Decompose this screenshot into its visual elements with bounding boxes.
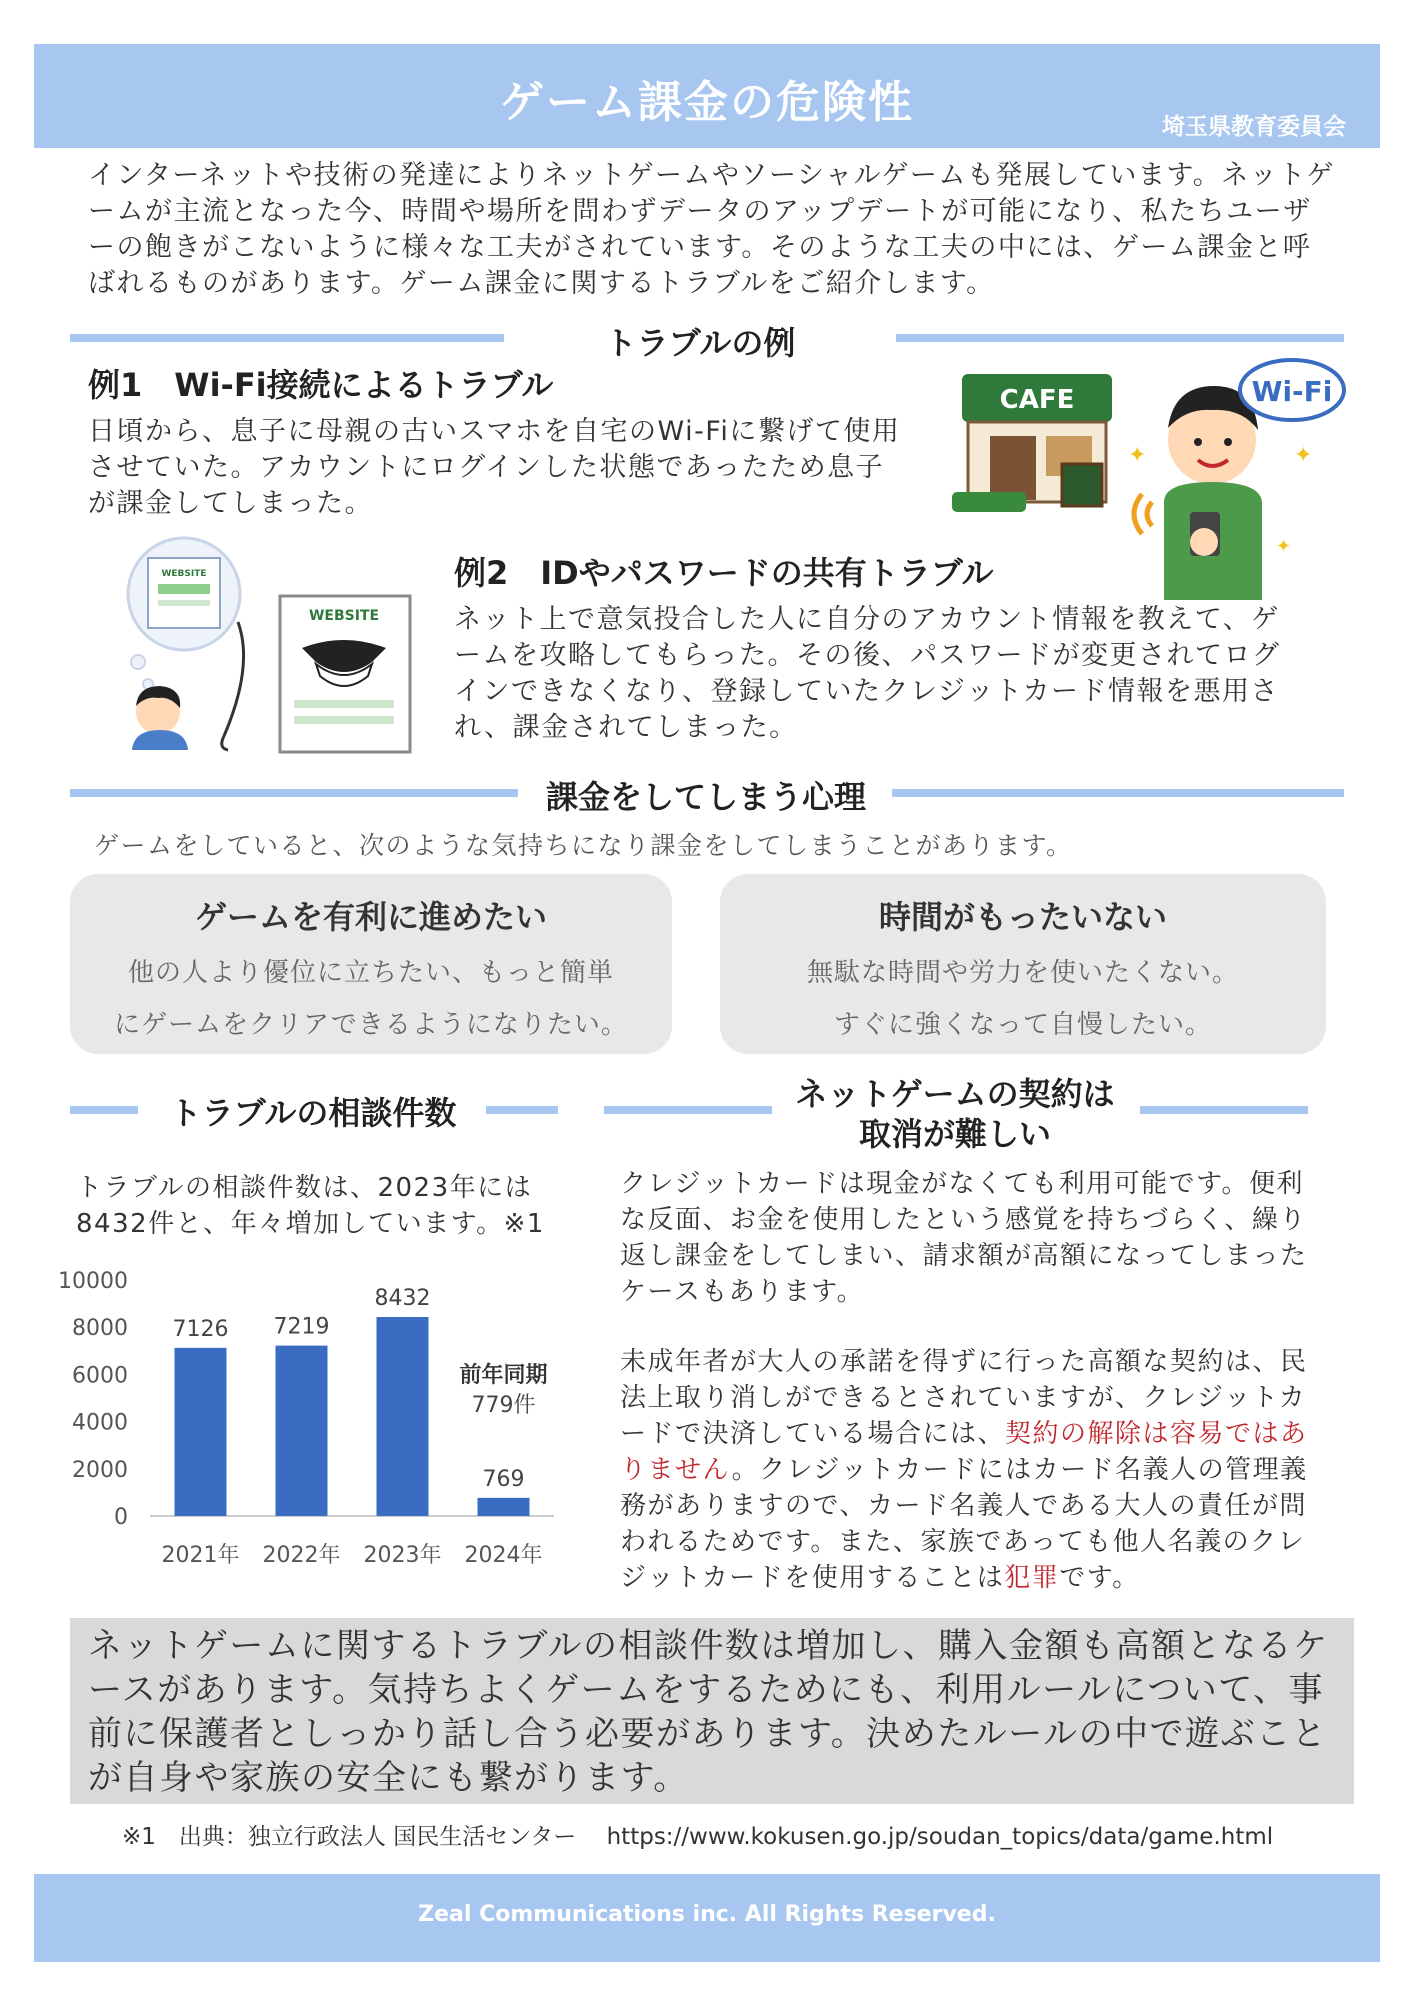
consultation-heading: トラブルの相談件数	[169, 1094, 457, 1132]
contract-heading-line2: 取消が難しい	[858, 1115, 1051, 1153]
summary-box	[70, 1618, 1354, 1804]
y-tick-label: 8000	[72, 1316, 128, 1342]
troubles-heading: トラブルの例	[604, 324, 796, 362]
svg-text:✦: ✦	[1276, 536, 1292, 557]
motive-box-title: ゲームを有利に進めたい	[194, 898, 547, 936]
example1-text: 日頃から、息子に母親の古いスマホを自宅のWi-Fiに繋げて使用させていた。アカウントにログインした状態であったため息子が課金してしまった。	[88, 416, 901, 519]
psychology-intro: ゲームをしていると、次のような気持ちになり課金をしてしまうことがあります。	[94, 831, 1073, 860]
data-label: 7219	[273, 1314, 330, 1340]
contract-heading	[770, 1074, 1140, 1154]
cafe-wifi-illustration	[942, 352, 1354, 604]
page-title: ゲーム課金の危険性	[500, 77, 914, 128]
contract-text: 未成年者が大人の承諾を得ずに行った高額な契約は、民法上取り消しができるとされていますが、クレジットカードで決済している場合には、	[620, 1347, 1308, 1449]
summary-text: ネットゲームに関するトラブルの相談件数は増加し、購入金額も高額となるケースがあります。気持ちよくゲームをするためにも、利用ルールについて、事前に保護者としっかり話し合う必要があります。決めたルールの中で遊ぶことが自身や家族の安全にも繋がります。	[88, 1626, 1329, 1798]
motive-box-line: にゲームをクリアできるようになりたい。	[114, 1010, 628, 1040]
section-divider-right	[892, 789, 1344, 797]
bar	[276, 1346, 328, 1516]
motive-box-title: 時間がもったいない	[878, 898, 1167, 936]
contract-text: です。	[1059, 1563, 1140, 1593]
section-divider-left	[70, 334, 504, 342]
data-label: 7126	[172, 1316, 229, 1342]
section-divider-left	[70, 1106, 138, 1114]
example2-text: ネット上で意気投合した人に自分のアカウント情報を教えて、ゲームを攻略してもらった。その後、パスワードが変更されてログインできなくなり、登録していたクレジットカード情報を悪用され、課金されてしまった。	[454, 604, 1281, 743]
cafe-sign-text: CAFE	[999, 385, 1075, 415]
wifi-label: Wi-Fi	[1251, 375, 1333, 408]
y-tick-label: 4000	[72, 1410, 128, 1436]
header-banner	[34, 44, 1380, 148]
motive-box-advantage	[70, 874, 672, 1054]
consultation-bar-chart	[50, 1254, 590, 1584]
annotation-value: 779件	[471, 1392, 536, 1418]
psychology-heading: 課金をしてしまう心理	[545, 778, 866, 816]
x-tick-label: 2023年	[363, 1543, 442, 1568]
crime-warning: 犯罪	[1004, 1563, 1060, 1593]
section-divider-left	[70, 789, 518, 797]
y-tick-label: 6000	[72, 1363, 128, 1389]
contract-paragraph-1: クレジットカードは現金がなくても利用可能です。便利な反面、お金を使用したという感覚を持ちづらく、繰り返し課金をしてしまい、請求額が高額になってしまったケースもあります。	[620, 1169, 1308, 1307]
website-label: WEBSITE	[308, 608, 380, 624]
y-tick-label: 0	[114, 1505, 128, 1530]
bar	[175, 1348, 227, 1516]
intro-paragraph: インターネットや技術の発達によりネットゲームやソーシャルゲームも発展しています。ネットゲームが主流となった今、時間や場所を問わずデータのアップデートが可能になり、私たちユーザーの飽きがこないように様々な工夫がされています。そのような工夫の中には、ゲーム課金と呼ばれるものがあります。ゲーム課金に関するトラブルをご紹介します。	[88, 160, 1335, 299]
data-label: 769	[482, 1466, 525, 1492]
x-tick-label: 2022年	[262, 1543, 341, 1568]
svg-text:✦: ✦	[1128, 443, 1147, 468]
website-small-label: WEBSITE	[161, 569, 207, 579]
data-label: 8432	[374, 1286, 431, 1312]
contract-text: 。クレジットカードにはカード名義人の管理義務がありますので、カード名義人である大人の責任が問われるためです。また、家族であっても他人名義のクレジットカードを使用することは	[620, 1455, 1308, 1593]
section-divider-right	[486, 1106, 558, 1114]
phishing-illustration	[104, 536, 424, 756]
example1-title: 例1 Wi-Fi接続によるトラブル	[88, 366, 554, 404]
source-citation: ※1 出典：独立行政法人 国民生活センター https://www.kokusen.go.jp/soudan_topics/data/game.html	[122, 1824, 1274, 1850]
motive-box-line: 他の人より優位に立ちたい、もっと簡単	[127, 958, 614, 988]
section-divider-right	[1140, 1106, 1308, 1114]
x-tick-label: 2024年	[464, 1543, 543, 1568]
annotation-title: 前年同期	[459, 1362, 548, 1388]
bar	[377, 1317, 429, 1516]
contract-warning: 契約の解除は容易ではありません	[620, 1419, 1308, 1485]
motive-box-line: すぐに強くなって自慢したい。	[833, 1010, 1212, 1040]
footer-banner	[34, 1874, 1380, 1962]
contract-paragraph-2	[620, 1344, 1330, 1596]
example2-title: 例2 IDやパスワードの共有トラブル	[454, 554, 994, 592]
y-tick-label: 10000	[58, 1269, 128, 1294]
bar	[478, 1498, 530, 1516]
motive-box-time	[720, 874, 1326, 1054]
svg-text:✦: ✦	[1294, 443, 1313, 468]
copyright-text: Zeal Communications inc. All Rights Reserved.	[418, 1902, 996, 1927]
section-divider-right	[896, 334, 1344, 342]
y-tick-label: 2000	[72, 1457, 128, 1483]
section-divider-left	[604, 1106, 772, 1114]
publisher-name: 埼玉県教育委員会	[1162, 114, 1346, 140]
x-tick-label: 2021年	[161, 1543, 240, 1568]
motive-box-line: 無駄な時間や労力を使いたくない。	[806, 958, 1239, 988]
contract-heading-line1: ネットゲームの契約は	[795, 1075, 1115, 1113]
consultation-text: トラブルの相談件数は、2023年には8432件と、年々増加しています。※1	[76, 1173, 545, 1239]
